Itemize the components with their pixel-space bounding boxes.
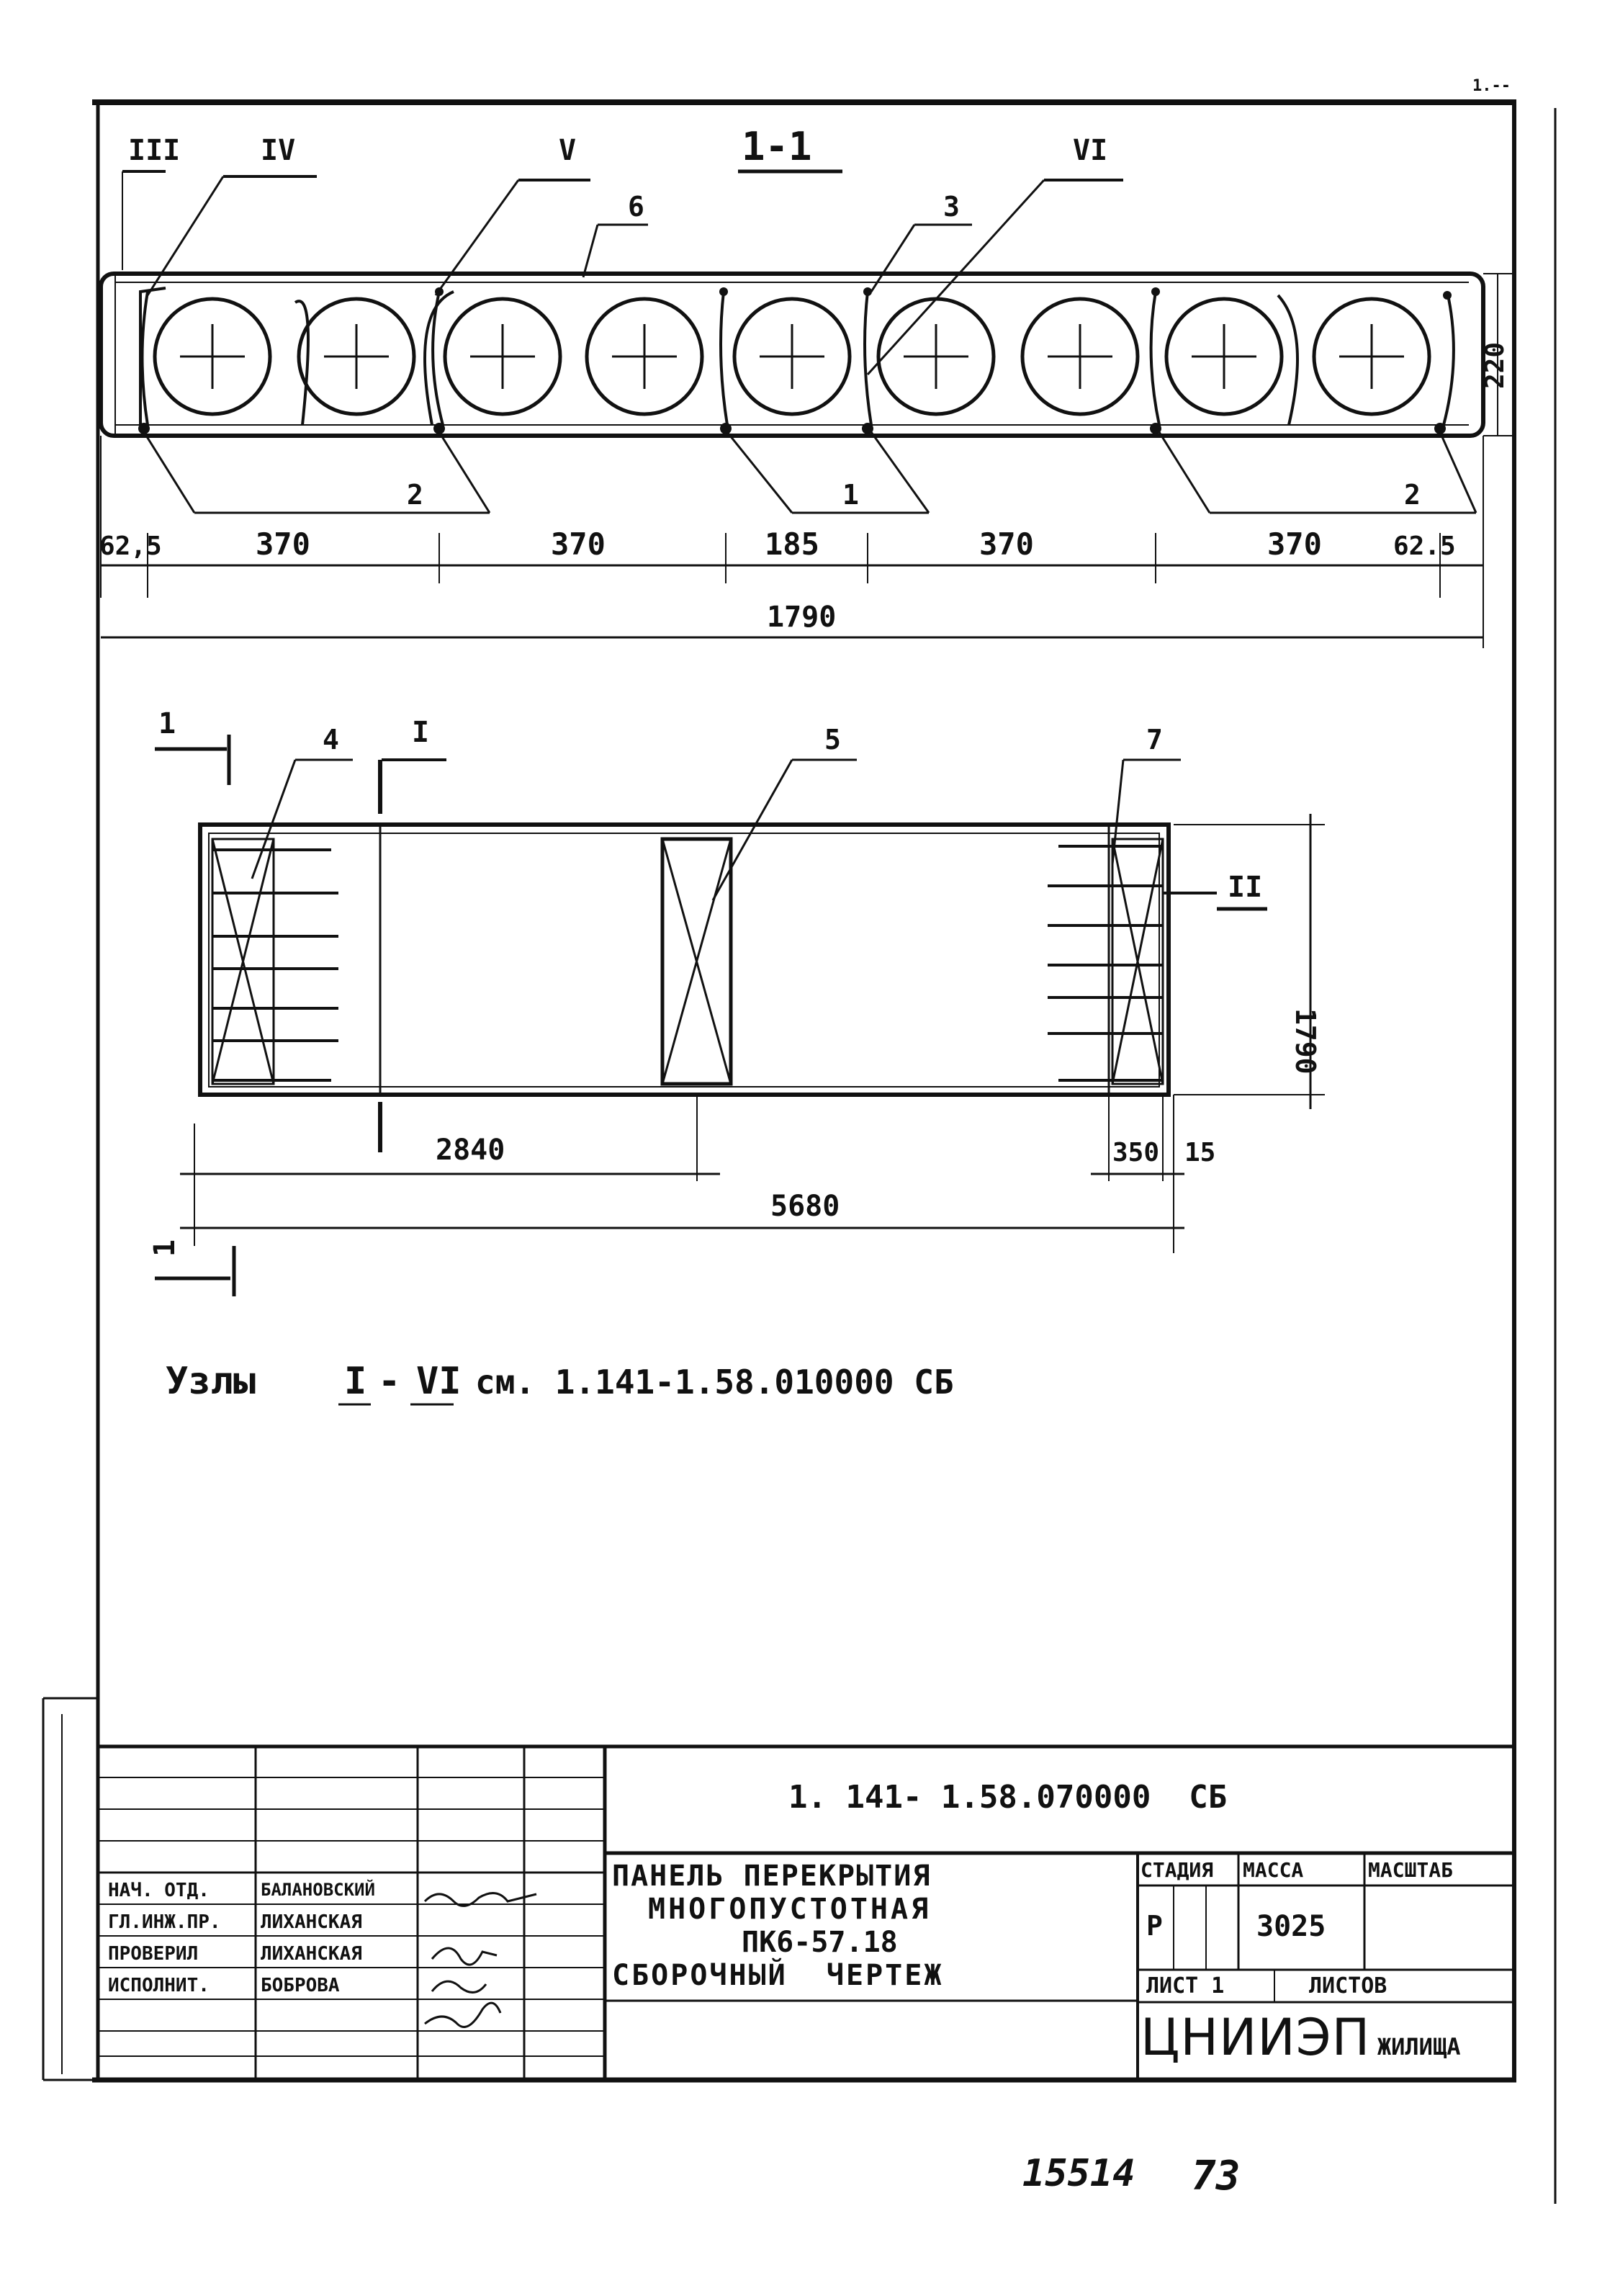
role-name-4: БОБРОВА bbox=[261, 1975, 340, 1996]
node-mark-i: I bbox=[412, 716, 430, 749]
position-mark-6: 6 bbox=[628, 191, 644, 223]
header-mass: МАССА bbox=[1243, 1858, 1304, 1882]
position-mark-2-left: 2 bbox=[407, 479, 423, 511]
org-main: ЦНИИЭП bbox=[1141, 2008, 1371, 2067]
header-stage: СТАДИЯ bbox=[1141, 1858, 1214, 1882]
role-label-4: ИСПОЛНИТ. bbox=[108, 1975, 210, 1996]
handwritten-number-left: 15514 bbox=[1022, 2152, 1135, 2195]
role-name-2: ЛИХАНСКАЯ bbox=[261, 1911, 362, 1933]
dim-370-3: 370 bbox=[979, 526, 1034, 562]
org-sub: ЖИЛИЩА bbox=[1377, 2033, 1461, 2060]
plan-dim-15: 15 bbox=[1184, 1138, 1216, 1167]
node-mark-vi: VI bbox=[1073, 134, 1108, 167]
position-mark-3: 3 bbox=[943, 191, 960, 223]
note-range-from: I bbox=[344, 1360, 367, 1403]
doc-title-line1: ПАНЕЛЬ ПЕРЕКРЫТИЯ bbox=[612, 1860, 932, 1893]
role-name-1: БАЛАНОВСКИЙ bbox=[261, 1880, 375, 1900]
plan-width-1790: 1790 bbox=[1290, 1008, 1321, 1075]
position-mark-4: 4 bbox=[323, 724, 339, 755]
plan-dim-2840: 2840 bbox=[436, 1134, 505, 1167]
node-mark-iii: III bbox=[128, 134, 181, 167]
role-label-3: ПРОВЕРИЛ bbox=[108, 1943, 199, 1965]
plan-dim-350: 350 bbox=[1112, 1138, 1160, 1167]
mass-value: 3025 bbox=[1256, 1910, 1326, 1943]
header-scale: МАСШТАБ bbox=[1368, 1858, 1454, 1882]
section-title: 1-1 bbox=[742, 124, 812, 169]
doc-code: 1. 141- 1.58.070000 СБ bbox=[788, 1779, 1228, 1816]
dim-370-4: 370 bbox=[1267, 526, 1322, 562]
stage-value: Р bbox=[1146, 1910, 1163, 1942]
role-name-3: ЛИХАНСКАЯ bbox=[261, 1943, 362, 1965]
dim-370-2: 370 bbox=[551, 526, 606, 562]
handwritten-number-right: 73 bbox=[1192, 2153, 1241, 2199]
margin-mark: 1.-- bbox=[1472, 77, 1511, 95]
doc-type: СБОРОЧНЫЙ ЧЕРТЕЖ bbox=[612, 1959, 944, 1992]
sheet-number: ЛИСТ 1 bbox=[1146, 1973, 1225, 1999]
note-reference: см. 1.141-1.58.010000 СБ bbox=[475, 1363, 954, 1402]
note-prefix: Узлы bbox=[166, 1360, 256, 1403]
dim-62-5-left: 62,5 bbox=[99, 532, 162, 561]
role-label-2: ГЛ.ИНЖ.ПР. bbox=[108, 1911, 221, 1933]
dim-62-5-right: 62.5 bbox=[1393, 532, 1456, 561]
role-label-1: НАЧ. ОТД. bbox=[108, 1880, 210, 1901]
doc-title-line3: ПК6-57.18 bbox=[742, 1926, 898, 1959]
dim-1790-total: 1790 bbox=[767, 601, 837, 634]
organization bbox=[1141, 2008, 1460, 2067]
note-dash: - bbox=[378, 1360, 401, 1403]
height-dim-220: 220 bbox=[1480, 341, 1510, 389]
dim-370-1: 370 bbox=[256, 526, 310, 562]
node-mark-iv: IV bbox=[261, 134, 296, 167]
dim-185: 185 bbox=[765, 526, 819, 562]
position-mark-5: 5 bbox=[824, 724, 841, 755]
position-mark-2-right: 2 bbox=[1404, 479, 1421, 511]
plan-dim-5680: 5680 bbox=[770, 1190, 840, 1223]
cut-mark-bottom: 1 bbox=[148, 1239, 181, 1257]
note-range-to: VI bbox=[416, 1360, 462, 1403]
node-mark-ii: II bbox=[1228, 871, 1263, 904]
cut-mark-top: 1 bbox=[158, 707, 176, 740]
doc-title-line2: МНОГОПУСТОТНАЯ bbox=[648, 1893, 932, 1926]
sheets-total: ЛИСТОВ bbox=[1309, 1973, 1387, 1999]
node-mark-v: V bbox=[559, 134, 577, 167]
position-mark-1: 1 bbox=[842, 479, 859, 511]
position-mark-7: 7 bbox=[1146, 724, 1163, 755]
